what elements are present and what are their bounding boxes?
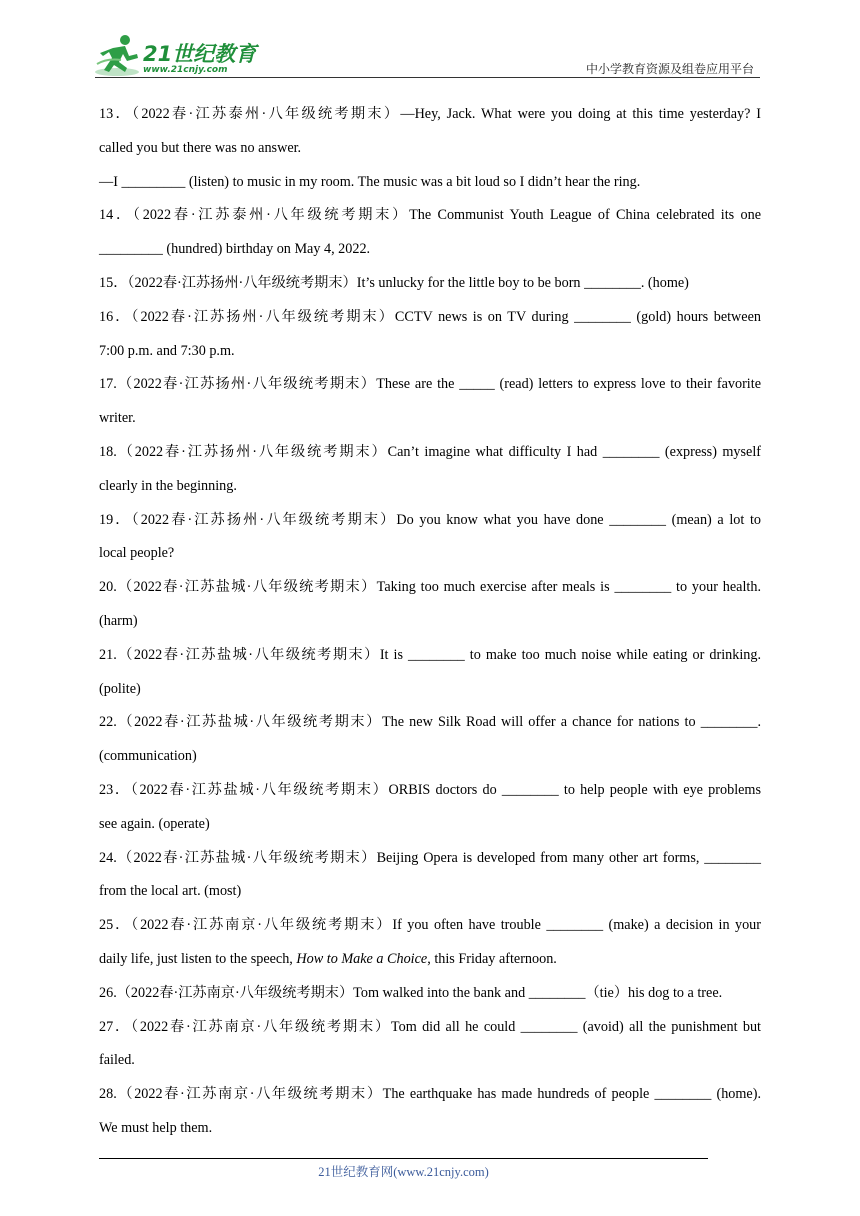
text-line: 22.（2022春·江苏盐城·八年级统考期末）The new Silk Road will offer a chance for nations to ________. bbox=[99, 714, 761, 731]
text-line: 18.（2022春·江苏扬州·八年级统考期末）Can’t imagine what difficulty I had ________ (express) myself bbox=[99, 443, 761, 460]
text-line: called you but there was no answer. bbox=[99, 139, 302, 156]
text-line: 7:00 p.m. and 7:30 p.m. bbox=[99, 342, 235, 359]
text-line: (communication) bbox=[99, 748, 197, 765]
text-line: —I _________ (listen) to music in my room. The music was a bit loud so I didn’t hear the ring. bbox=[99, 173, 641, 190]
question-list bbox=[99, 98, 761, 1146]
page-header bbox=[95, 30, 760, 78]
text-line: local people? bbox=[99, 545, 175, 562]
text-line: 26.（2022春·江苏南京·八年级统考期末）Tom walked into the bank and ________（tie）his dog to a tree. bbox=[99, 984, 723, 1001]
text-line: 14．（2022春·江苏泰州·八年级统考期末）The Communist Youth League of China celebrated its one bbox=[99, 207, 761, 224]
text-line: failed. bbox=[99, 1052, 135, 1069]
speech-title: How to Make a Choice bbox=[296, 950, 428, 967]
text-line: 17.（2022春·江苏扬州·八年级统考期末）These are the _____ (read) letters to express love to their favorite bbox=[99, 376, 761, 393]
text-line: We must help them. bbox=[99, 1119, 213, 1136]
logo-url: www.21cnjy.com bbox=[143, 65, 228, 75]
text-line: 13．（2022春·江苏泰州·八年级统考期末）—Hey, Jack. What were you doing at this time yesterday? I bbox=[99, 106, 761, 122]
logo-title: 21世纪教育 bbox=[143, 42, 257, 66]
text-line: clearly in the beginning. bbox=[99, 477, 237, 494]
text-line: 19．（2022春·江苏扬州·八年级统考期末）Do you know what you have done ________ (mean) a lot to bbox=[99, 511, 761, 528]
text-line: 16．（2022春·江苏扬州·八年级统考期末）CCTV news is on TV during ________ (gold) hours between bbox=[99, 308, 761, 325]
text-line: 15．（2022春·江苏扬州·八年级统考期末）It’s unlucky for the little boy to be born ________. (home) bbox=[99, 274, 689, 291]
text-line: 25．（2022春·江苏南京·八年级统考期末）If you often have trouble ________ (make) a decision in your bbox=[99, 917, 761, 934]
text-line: 20.（2022春·江苏盐城·八年级统考期末）Taking too much exercise after meals is ________ to your health. bbox=[99, 579, 761, 596]
text-line: see again. (operate) bbox=[99, 815, 210, 832]
text-line: 21.（2022春·江苏盐城·八年级统考期末）It is ________ to make too much noise while eating or drinking. bbox=[99, 646, 761, 663]
site-logo bbox=[95, 34, 265, 78]
runner-logo-icon bbox=[95, 34, 147, 78]
text-line: 23．（2022春·江苏盐城·八年级统考期末）ORBIS doctors do ________ to help people with eye problems bbox=[99, 781, 761, 798]
text-line: 28.（2022春·江苏南京·八年级统考期末）The earthquake has made hundreds of people ________ (home). bbox=[99, 1086, 761, 1103]
text-line: (harm) bbox=[99, 612, 138, 629]
text-line: writer. bbox=[99, 410, 136, 427]
text-line: _________ (hundred) birthday on May 4, 2022. bbox=[99, 241, 371, 258]
platform-name: 中小学教育资源及组卷应用平台 bbox=[585, 62, 754, 76]
text-line: from the local art. (most) bbox=[99, 883, 242, 900]
page-footer: 21世纪教育网(www.21cnjy.com) bbox=[318, 1165, 489, 1179]
text-line: 27．（2022春·江苏南京·八年级统考期末）Tom did all he could ________ (avoid) all the punishment but bbox=[99, 1018, 761, 1035]
text-line: (polite) bbox=[99, 680, 141, 697]
text-segment: , this Friday afternoon. bbox=[427, 950, 557, 967]
text-segment: daily life, just listen to the speech, bbox=[99, 950, 297, 967]
text-line bbox=[99, 943, 761, 977]
header-divider bbox=[95, 77, 760, 78]
footer-divider bbox=[99, 1158, 708, 1159]
text-line: 24.（2022春·江苏盐城·八年级统考期末）Beijing Opera is developed from many other art forms, ________ bbox=[99, 849, 761, 866]
